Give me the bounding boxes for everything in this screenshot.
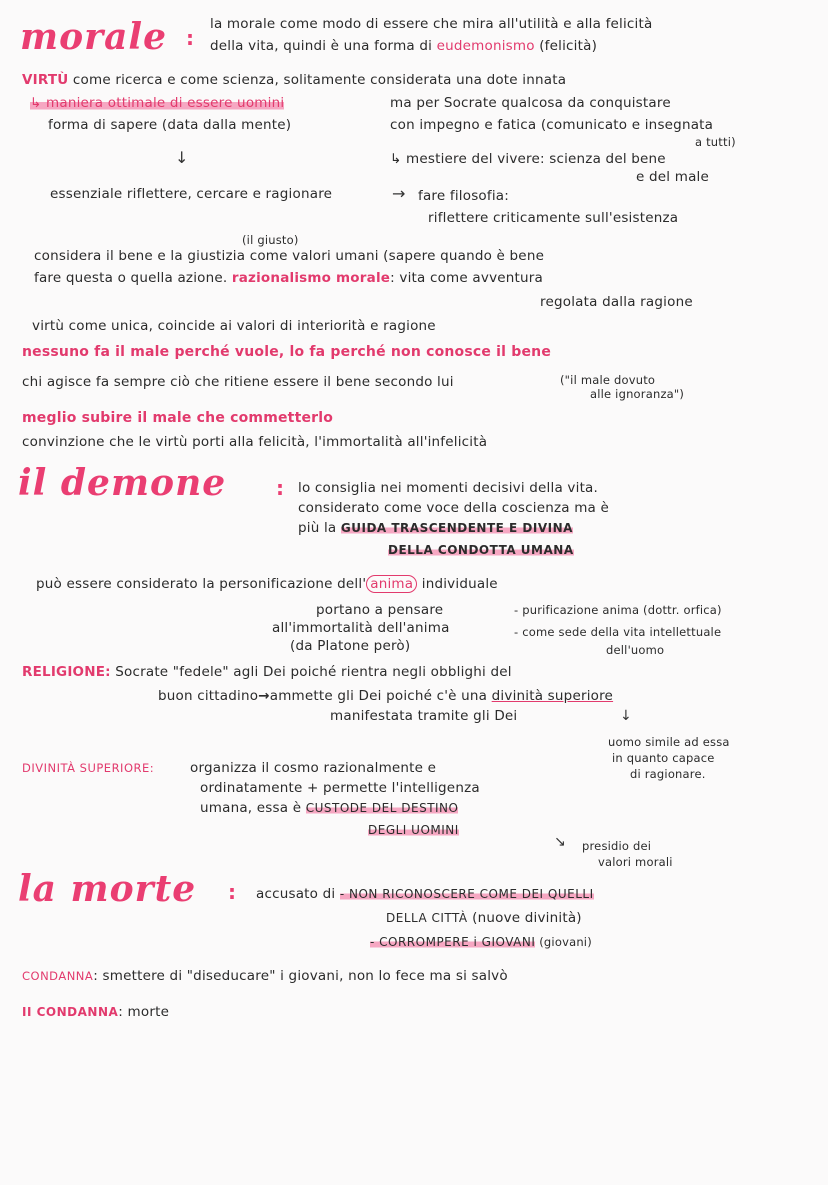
virtu-right-1 [390, 95, 671, 111]
demone-line-2: considerato come voce della coscienza ma è [298, 500, 610, 516]
della-citta: DELLA CITTÀ [386, 911, 468, 925]
accusato-2 [386, 910, 582, 926]
guida-trascendente: GUIDA TRASCENDENTE E DIVINA [340, 521, 573, 535]
morale-def-1: la morale come modo di essere che mira all'utilità e alla felicità [210, 16, 653, 32]
demone-line-5c: individuale [417, 576, 498, 592]
simile-1: uomo simile ad essa [608, 735, 730, 749]
right-arrow-icon: → [392, 184, 406, 203]
anima-circled: anima [366, 575, 417, 593]
divinita-3a: umana, essa è [200, 800, 306, 816]
demone-line-3 [298, 520, 573, 536]
religione-line-1 [22, 664, 512, 680]
condotta-umana: DELLA CONDOTTA UMANA [388, 543, 574, 557]
title-morale: morale [20, 16, 167, 58]
accusato [256, 886, 594, 902]
portano-2: all'immortalità dell'anima [272, 620, 450, 636]
sede-1: - come sede della vita intellettuale [514, 625, 722, 639]
bene-line-4: virtù come unica, coincide ai valori di interiorità e ragione [32, 318, 436, 334]
virtu-right-2: con impegno e fatica (comunicato e insegnata [390, 117, 714, 133]
condanna-label: CONDANNA [22, 969, 94, 983]
portano-3: (da Platone però) [290, 638, 411, 654]
divinita-superiore: divinità superiore [491, 688, 614, 704]
presidio-2: valori morali [598, 855, 673, 869]
accusato-a: accusato di [256, 886, 340, 902]
corrompere: - CORROMPERE i GIOVANI [370, 935, 536, 949]
demone-line-5a: può essere considerato la personificazione dell' [36, 576, 367, 592]
male-line-1: nessuno fa il male perché vuole, lo fa perché non conosce il bene [22, 344, 552, 360]
divinita-4 [368, 822, 459, 838]
demone-line-3a: più la [298, 520, 341, 536]
arrow-icon: → [258, 688, 270, 704]
morale-def-2c: (felicità) [534, 38, 598, 54]
divinita-1: organizza il cosmo razionalmente e [190, 760, 437, 776]
non-riconoscere: - NON RICONOSCERE COME DEI QUELLI [339, 887, 594, 901]
virtu-def: come ricerca e come scienza, solitamente considerata una dote innata [68, 72, 567, 88]
condanna-2-text: : morte [118, 1004, 170, 1020]
essenziale: essenziale riflettere, cercare e ragionare [50, 186, 333, 202]
male-line-3: meglio subire il male che commetterlo [22, 410, 334, 426]
virtu-left-1-text: ↳ maniera ottimale di essere uomini [30, 95, 285, 111]
colon: : [186, 26, 194, 50]
nuove-divinita: (nuove divinità) [467, 910, 582, 926]
colon: : [228, 880, 236, 904]
virtu-left-2: forma di sapere (data dalla mente) [48, 117, 292, 133]
male-note-1: ("il male dovuto [560, 373, 656, 387]
giovani: (giovani) [535, 935, 592, 949]
right-arrow-icon: ↘ [554, 834, 566, 850]
morale-def-2 [210, 38, 597, 54]
male-line-4: convinzione che le virtù porti alla felicità, l'immortalità all'infelicità [22, 434, 488, 450]
accusato-3 [370, 934, 592, 950]
morale-def-2a: della vita, quindi è una forma di [210, 38, 437, 54]
virtu-label: VIRTÙ [22, 72, 69, 88]
down-arrow-icon: ↓ [620, 708, 632, 724]
religione-line-2b: ammette gli Dei poiché c'è una [269, 688, 492, 704]
custode-destino: CUSTODE DEL DESTINO [305, 801, 459, 815]
bene-line-2 [34, 270, 543, 286]
virtu-right-3: a tutti) [695, 135, 736, 149]
title-demone: il demone [18, 462, 227, 504]
presidio-1: presidio dei [582, 839, 652, 853]
title-morte: la morte [18, 868, 197, 910]
bene-line-3: regolata dalla ragione [540, 294, 693, 310]
religione-line-1b: Socrate "fedele" agli Dei poiché rientra negli obblighi del [110, 664, 512, 680]
buon-cittadino: buon cittadino [158, 688, 259, 704]
condanna-2-label: II CONDANNA [22, 1005, 119, 1019]
male-note-2: alle ignoranza") [590, 387, 685, 401]
simile-3: di ragionare. [630, 767, 706, 781]
eudemonismo: eudemonismo [436, 38, 535, 54]
colon: : [276, 476, 284, 500]
down-arrow-icon: ↓ [175, 148, 189, 167]
divinita-label: DIVINITÀ SUPERIORE: [22, 761, 155, 775]
virtu-right-5: e del male [636, 169, 709, 185]
purificazione: - purificazione anima (dottr. orfica) [514, 603, 722, 617]
fare-filosofia: fare filosofia: [418, 188, 510, 204]
virtu-line-1 [22, 72, 566, 88]
portano-1: portano a pensare [316, 602, 444, 618]
bene-line-1: considera il bene e la giustizia come valori umani (sapere quando è bene [34, 248, 545, 264]
virtu-right-1-text: ma per Socrate qualcosa da conquistare [390, 95, 671, 111]
bene-line-2c: : vita come avventura [390, 270, 543, 286]
condanna-1 [22, 968, 508, 984]
demone-line-1: lo consiglia nei momenti decisivi della vita. [298, 480, 599, 496]
condanna-2 [22, 1004, 169, 1020]
riflettere: riflettere criticamente sull'esistenza [428, 210, 679, 226]
virtu-left-1 [30, 95, 284, 111]
condanna-1-text: : smettere di "diseducare" i giovani, non lo fece ma si salvò [93, 968, 508, 984]
razionalismo-morale: razionalismo morale [231, 270, 391, 286]
male-line-2: chi agisce fa sempre ciò che ritiene essere il bene secondo lui [22, 374, 454, 390]
sede-2: dell'uomo [606, 643, 665, 657]
religione-line-3: manifestata tramite gli Dei [330, 708, 518, 724]
degli-uomini: DEGLI UOMINI [368, 823, 459, 837]
religione-line-2 [158, 688, 613, 704]
virtu-right-4: ↳ mestiere del vivere: scienza del bene [390, 151, 666, 167]
religione-label: RELIGIONE: [22, 664, 111, 680]
divinita-2: ordinatamente + permette l'intelligenza [200, 780, 480, 796]
giusto-note: (il giusto) [242, 233, 299, 247]
demone-line-5 [36, 576, 498, 592]
demone-line-4 [388, 542, 574, 558]
divinita-3 [200, 800, 458, 816]
simile-2: in quanto capace [612, 751, 715, 765]
bene-line-2a: fare questa o quella azione. [34, 270, 232, 286]
